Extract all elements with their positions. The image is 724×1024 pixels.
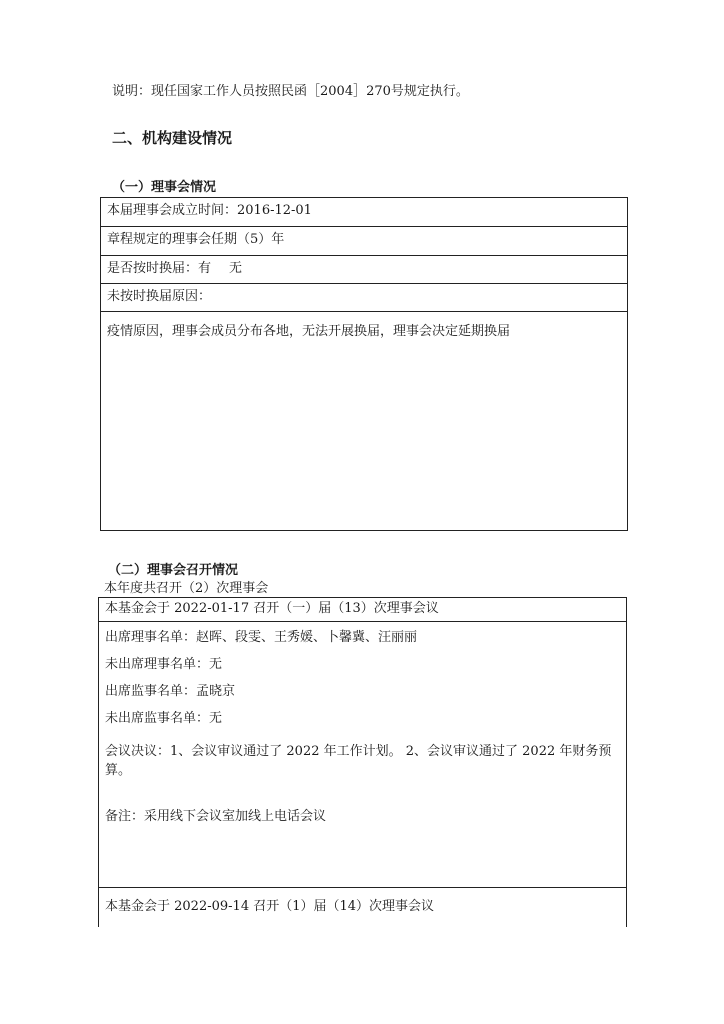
meeting-divider [99, 887, 626, 888]
meetings-subtitle: （二）理事会召开情况 [108, 563, 239, 578]
meeting-1-attending-supervisors: 出席监事名单：孟晓京 [105, 684, 236, 699]
reason-label-row: 未按时换届原因： [101, 284, 627, 312]
meeting-1-absent-directors: 未出席理事名单：无 [105, 657, 223, 672]
on-time-label: 是否按时换届： [107, 261, 199, 276]
reason-text: 疫情原因，理事会成员分布各地，无法开展换届，理事会决定延期换届 [107, 324, 511, 339]
board-subtitle: （一）理事会情况 [112, 180, 217, 195]
meetings-summary: 本年度共召开（2）次理事会 [104, 581, 269, 596]
board-info-table [100, 197, 628, 531]
on-time-yes: 有 [198, 261, 212, 276]
on-time-no: 无 [229, 261, 243, 276]
meetings-table [98, 597, 627, 927]
meeting-1-resolution: 会议决议：1、会议审议通过了 2022 年工作计划。 2、会议审议通过了 2022 年财务预算。 [105, 744, 612, 778]
regulation-note: 说明：现任国家工作人员按照民函［2004］270号规定执行。 [112, 84, 469, 99]
meeting-1-absent-supervisors: 未出席监事名单：无 [105, 711, 223, 726]
term-row: 章程规定的理事会任期（5）年 [101, 227, 627, 256]
meeting-1-attending-directors: 出席理事名单：赵晖、段雯、王秀媛、卜馨冀、汪丽丽 [105, 630, 418, 645]
meeting-1-header: 本基金会于 2022-01-17 召开（一）届（13）次理事会议 [99, 598, 626, 622]
established-row: 本届理事会成立时间：2016-12-01 [101, 198, 627, 227]
section-title: 二、机构建设情况 [112, 129, 233, 147]
meeting-2-header: 本基金会于 2022-09-14 召开（1）届（14）次理事会议 [105, 899, 435, 914]
meeting-1-remark: 备注：采用线下会议室加线上电话会议 [105, 809, 327, 824]
on-time-row [101, 256, 627, 284]
